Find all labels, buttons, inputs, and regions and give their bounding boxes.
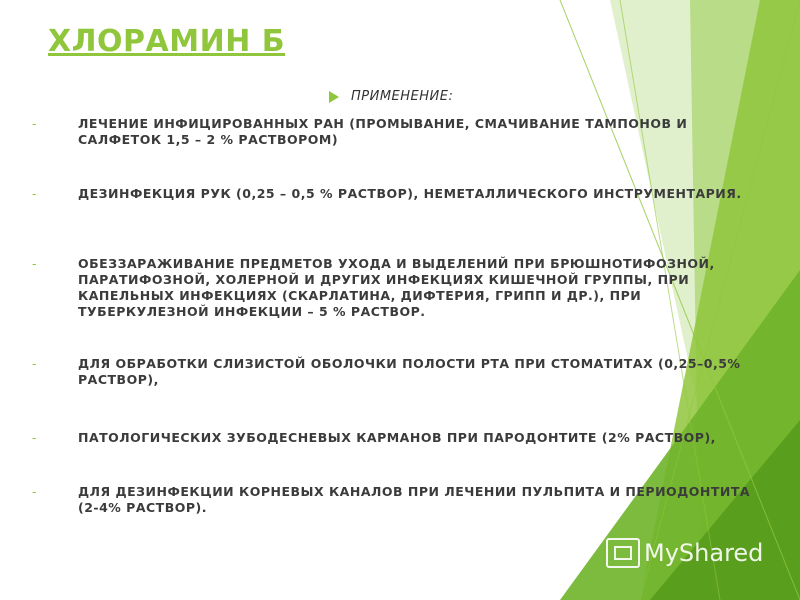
bullet-arrow-icon	[329, 91, 339, 103]
bullet-dash: -	[32, 430, 38, 445]
list-item-text: ПАТОЛОГИЧЕСКИХ ЗУБОДЕСНЕВЫХ КАРМАНОВ ПРИ ПАРОДОНТИТЕ (2% РАСТВОР),	[78, 430, 716, 445]
slide-title: ХЛОРАМИН Б	[48, 24, 286, 59]
watermark-text: MyShared	[644, 539, 764, 567]
list-item-text: ЛЕЧЕНИЕ ИНФИЦИРОВАННЫХ РАН (ПРОМЫВАНИЕ, СМАЧИВАНИЕ ТАМПОНОВ И САЛФЕТОК 1,5 – 2 % РАСТВОРОМ)	[78, 116, 688, 147]
bullet-dash: -	[32, 186, 38, 201]
presentation-icon	[606, 538, 640, 568]
watermark-logo	[606, 538, 763, 568]
bullet-dash: -	[32, 256, 38, 271]
bullet-dash: -	[32, 116, 38, 131]
list-item-text: ДЛЯ ДЕЗИНФЕКЦИИ КОРНЕВЫХ КАНАЛОВ ПРИ ЛЕЧЕНИИ ПУЛЬПИТА И ПЕРИОДОНТИТА (2-4% РАСТВОР).	[78, 484, 751, 515]
bullet-dash: -	[32, 356, 38, 371]
section-label: ПРИМЕНЕНИЕ:	[351, 89, 454, 104]
list-item-text: ОБЕЗЗАРАЖИВАНИЕ ПРЕДМЕТОВ УХОДА И ВЫДЕЛЕНИЙ ПРИ БРЮШНОТИФОЗНОЙ, ПАРАТИФОЗНОЙ, ХОЛЕРНОЙ И ДРУГИХ ИНФЕКЦИЯХ КИШЕЧНОЙ ГРУППЫ, ПРИ КАПЕЛЬНЫХ ИНФЕКЦИЯХ (СКАРЛАТИНА, ДИФТЕРИЯ, ГРИПП И ДР.), ПРИ ТУБЕРКУЛЕЗНОЙ ИНФЕКЦИИ – 5 % РАСТВОР.	[78, 256, 715, 319]
list-item-text: ДЛЯ ОБРАБОТКИ СЛИЗИСТОЙ ОБОЛОЧКИ ПОЛОСТИ РТА ПРИ СТОМАТИТАХ (0,25–0,5% РАСТВОР),	[78, 356, 741, 387]
section-header	[329, 89, 453, 104]
list-item-text: ДЕЗИНФЕКЦИЯ РУК (0,25 – 0,5 % РАСТВОР), НЕМЕТАЛЛИЧЕСКОГО ИНСТРУМЕНТАРИЯ.	[78, 186, 742, 201]
bullet-dash: -	[32, 484, 38, 499]
